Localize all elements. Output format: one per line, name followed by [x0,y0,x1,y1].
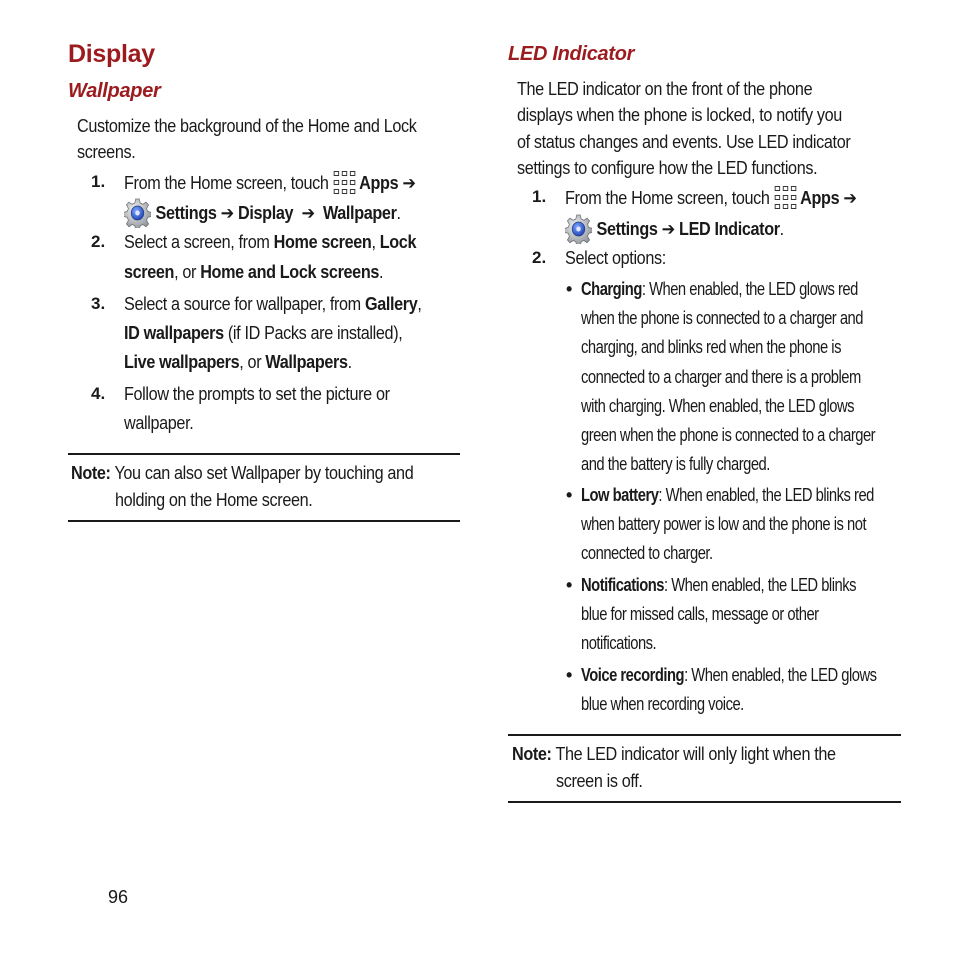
bullet-marker: • [566,485,572,505]
step-number: 2. [91,232,106,251]
step4-line2: wallpaper. [124,413,194,433]
bullet-marker: • [566,279,572,299]
bullet-line: connected to charger. [581,543,713,564]
bullet-line: Notifications: When enabled, the LED blinks [581,575,856,595]
step1-line1: From the Home screen, touch Apps ➔ [124,169,448,197]
step-number: 1. [532,187,547,206]
bullet-label: Notifications [581,575,664,595]
led-intro-line1: The LED indicator on the front of the phone [517,79,813,99]
step4-line1: Follow the prompts to set the picture or [124,384,390,404]
note-bottom-rule [68,520,460,522]
section-heading-wallpaper: Wallpaper [68,80,161,102]
bullet-line: green when the phone is connected to a charger [581,425,876,445]
step2-line1: Select a screen, from Home screen, Lock [124,232,417,252]
bullet-line: notifications. [581,633,657,654]
apps-grid-icon [332,169,357,197]
bullet-line: and the battery is fully charged. [581,454,770,475]
settings-gear-icon [565,214,592,244]
note-top-rule [68,453,460,455]
bullet-line: when battery power is low and the phone is not [581,514,867,535]
wallpaper-intro-line1: Customize the background of the Home and Lock [77,116,417,136]
note-right-line1: Note: The LED indicator will only light when the [512,744,836,764]
bullet-line: Voice recording: When enabled, the LED glows [581,665,877,685]
bullet-label: Low battery [581,485,659,505]
note-right-line2: screen is off. [556,771,643,791]
page-title: Display [68,40,155,68]
led-step1-line1: From the Home screen, touch Apps ➔ [565,184,889,212]
bullet-line: connected to a charger and there is a problem [581,366,861,387]
note-label: Note: [71,463,111,483]
led-intro-line4: settings to configure how the LED functions. [517,158,818,178]
apps-grid-icon [773,184,798,212]
bullet-label: Charging [581,279,642,299]
step3-line3: Live wallpapers, or Wallpapers. [124,352,352,372]
page-number: 96 [108,887,129,907]
note-left-line2: holding on the Home screen. [115,490,313,510]
bullet-line: charging, and blinks red when the phone is [581,337,841,358]
note-bottom-rule [508,801,901,803]
led-intro-line2: displays when the phone is locked, to notify you [517,105,842,125]
bullet-label: Voice recording [581,665,685,685]
step2-line2: screen, or Home and Lock screens. [124,262,384,282]
step1-line2: Settings ➔ Display ➔ Wallpaper. [124,198,431,228]
note-label: Note: [512,744,552,764]
bullet-marker: • [566,665,572,685]
bullet-line: when the phone is connected to a charger and [581,308,863,329]
settings-gear-icon [124,198,151,228]
led-step2-text: Select options: [565,248,666,268]
bullet-marker: • [566,575,572,595]
bullet-line: Charging: When enabled, the LED glows red [581,279,858,299]
bullet-line: with charging. When enabled, the LED glows [581,395,855,416]
led-intro-line3: of status changes and events. Use LED indicator [517,132,851,152]
step-number: 1. [91,172,106,191]
bullet-line: blue for missed calls, message or other [581,604,819,625]
step-number: 2. [532,248,547,267]
note-top-rule [508,734,901,736]
step3-line1: Select a source for wallpaper, from Gallery, [124,294,422,314]
bullet-line: blue when recording voice. [581,694,744,715]
step-number: 3. [91,294,106,313]
step3-line2: ID wallpapers (if ID Packs are installed), [124,323,403,343]
led-step1-line2: Settings ➔ LED Indicator. [565,214,808,244]
bullet-line: Low battery: When enabled, the LED blinks red [581,485,874,505]
wallpaper-intro-line2: screens. [77,142,136,162]
step-number: 4. [91,384,106,403]
note-left-line1: Note: You can also set Wallpaper by touching and [71,463,414,483]
section-heading-led-indicator: LED Indicator [508,43,635,65]
